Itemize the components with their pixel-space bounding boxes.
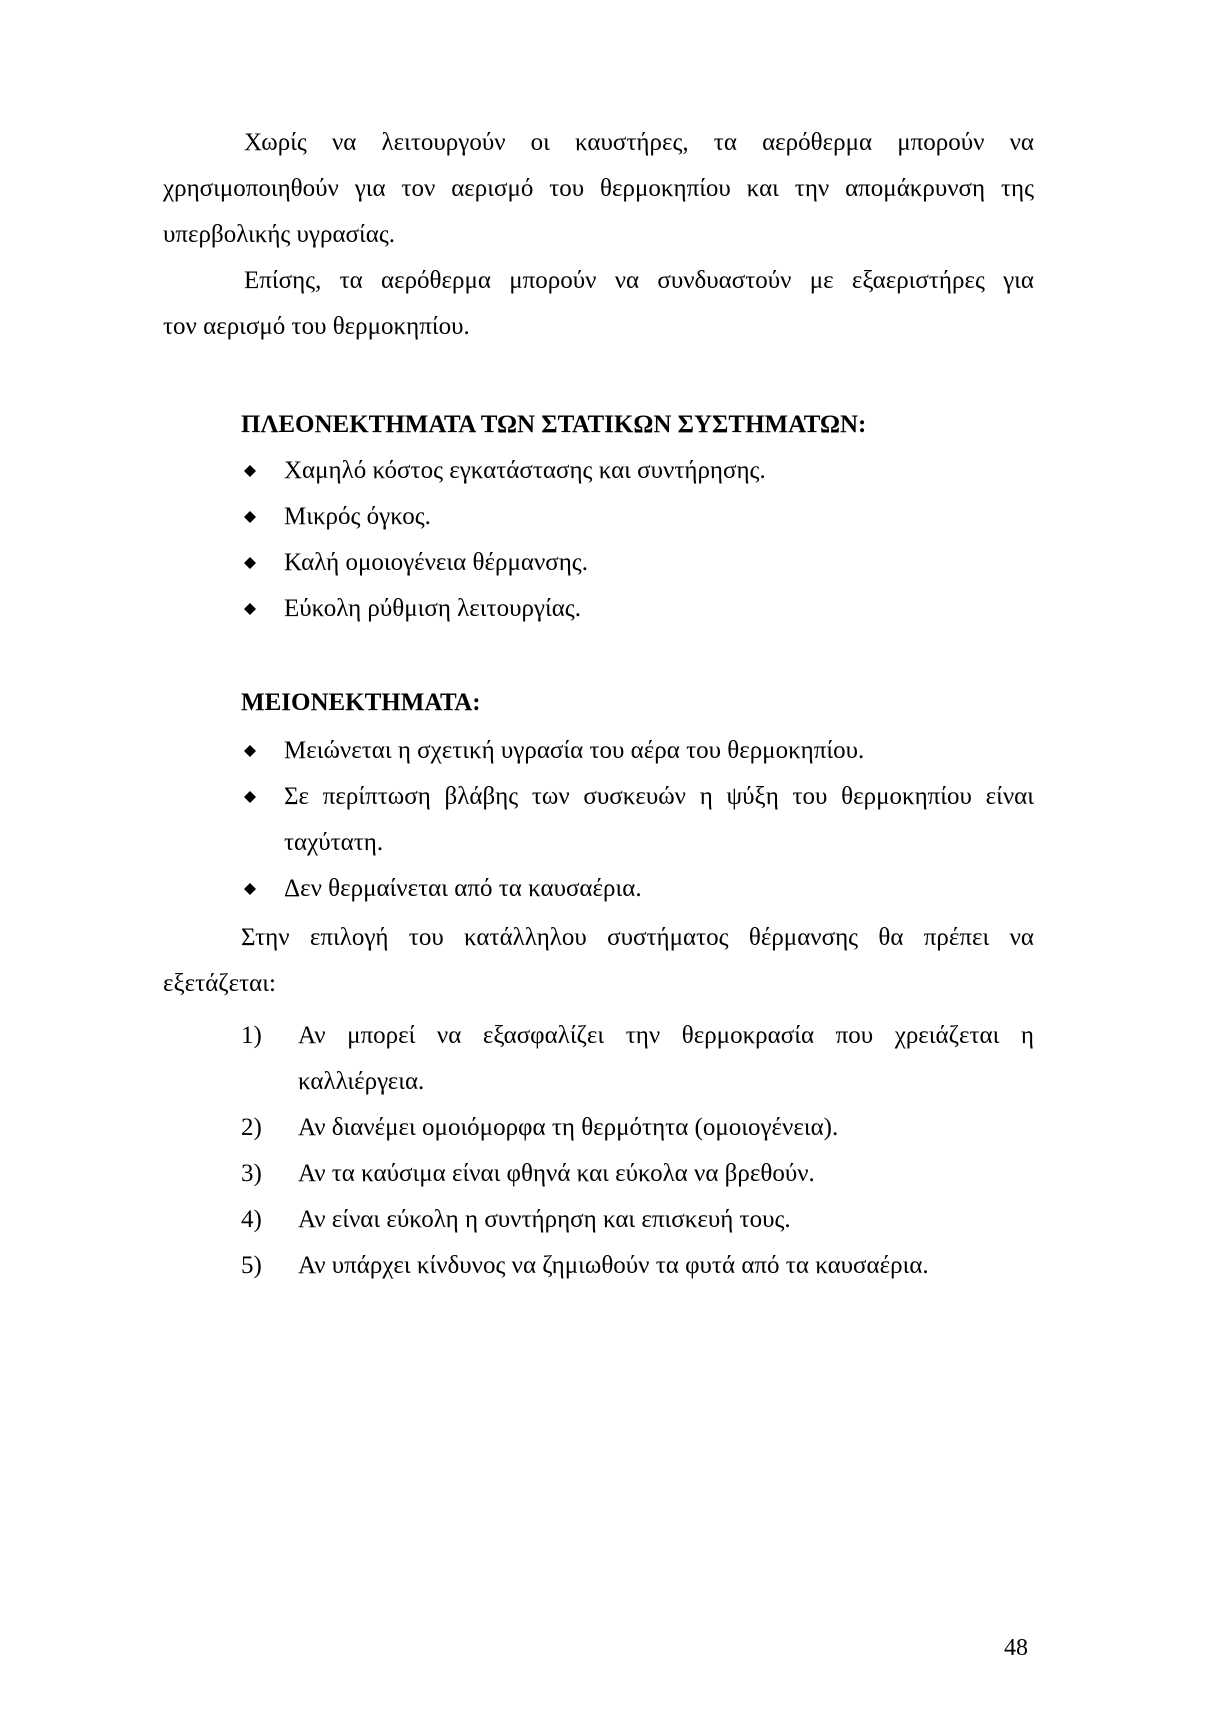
- page-number: 48: [1004, 1635, 1028, 1661]
- diamond-bullet-icon: [244, 511, 256, 523]
- criterion-text: Αν μπορεί να εξασφαλίζει την θερμοκρασία που χρειάζεται η: [298, 1022, 1034, 1049]
- diamond-bullet-icon: [244, 883, 256, 895]
- criterion-number: 5): [241, 1252, 262, 1279]
- advantage-item: Εύκολη ρύθμιση λειτουργίας.: [284, 595, 581, 622]
- disadvantage-item: Δεν θερμαίνεται από τα καυσαέρια.: [284, 875, 642, 902]
- intro-para1-line3: υπερβολικής υγρασίας.: [163, 221, 396, 248]
- criterion-text: Αν διανέμει ομοιόμορφα τη θερμότητα (ομοιογένεια).: [298, 1114, 839, 1141]
- diamond-bullet-icon: [244, 745, 256, 757]
- disadvantage-item: Μειώνεται η σχετική υγρασία του αέρα του θερμοκηπίου.: [284, 737, 865, 764]
- criterion-text: Αν τα καύσιμα είναι φθηνά και εύκολα να βρεθούν.: [298, 1160, 815, 1187]
- criterion-number: 1): [241, 1022, 262, 1049]
- selection-para-line2: εξετάζεται:: [163, 970, 276, 997]
- criterion-number: 2): [241, 1114, 262, 1141]
- advantage-item: Μικρός όγκος.: [284, 503, 431, 530]
- criterion-number: 4): [241, 1206, 262, 1233]
- intro-para1-line2: χρησιμοποιηθούν για τον αερισμό του θερμοκηπίου και την απομάκρυνση της: [163, 175, 1034, 202]
- disadvantage-item-continuation: ταχύτατη.: [284, 829, 384, 856]
- criterion-text-continuation: καλλιέργεια.: [298, 1068, 425, 1095]
- selection-para-line1: Στην επιλογή του κατάλληλου συστήματος θέρμανσης θα πρέπει να: [241, 924, 1034, 951]
- diamond-bullet-icon: [244, 465, 256, 477]
- disadvantage-item: Σε περίπτωση βλάβης των συσκευών η ψύξη του θερμοκηπίου είναι: [284, 783, 1034, 810]
- criterion-number: 3): [241, 1160, 262, 1187]
- diamond-bullet-icon: [244, 557, 256, 569]
- advantage-item: Καλή ομοιογένεια θέρμανσης.: [284, 549, 588, 576]
- disadvantages-heading: ΜΕΙΟΝΕΚΤΗΜΑΤΑ:: [241, 689, 481, 716]
- advantages-heading: ΠΛΕΟΝΕΚΤΗΜΑΤΑ ΤΩΝ ΣΤΑΤΙΚΩΝ ΣΥΣΤΗΜΑΤΩΝ:: [241, 411, 867, 438]
- diamond-bullet-icon: [244, 603, 256, 615]
- criterion-text: Αν υπάρχει κίνδυνος να ζημιωθούν τα φυτά από τα καυσαέρια.: [298, 1252, 929, 1279]
- diamond-bullet-icon: [244, 791, 256, 803]
- intro-para1-line1: Χωρίς να λειτουργούν οι καυστήρες, τα αερόθερμα μπορούν να: [244, 129, 1034, 156]
- criterion-text: Αν είναι εύκολη η συντήρηση και επισκευή τους.: [298, 1206, 791, 1233]
- intro-para2-line1: Επίσης, τα αερόθερμα μπορούν να συνδυαστούν με εξαεριστήρες για: [244, 267, 1034, 294]
- advantage-item: Χαμηλό κόστος εγκατάστασης και συντήρησης.: [284, 457, 766, 484]
- intro-para2-line2: τον αερισμό του θερμοκηπίου.: [163, 313, 470, 340]
